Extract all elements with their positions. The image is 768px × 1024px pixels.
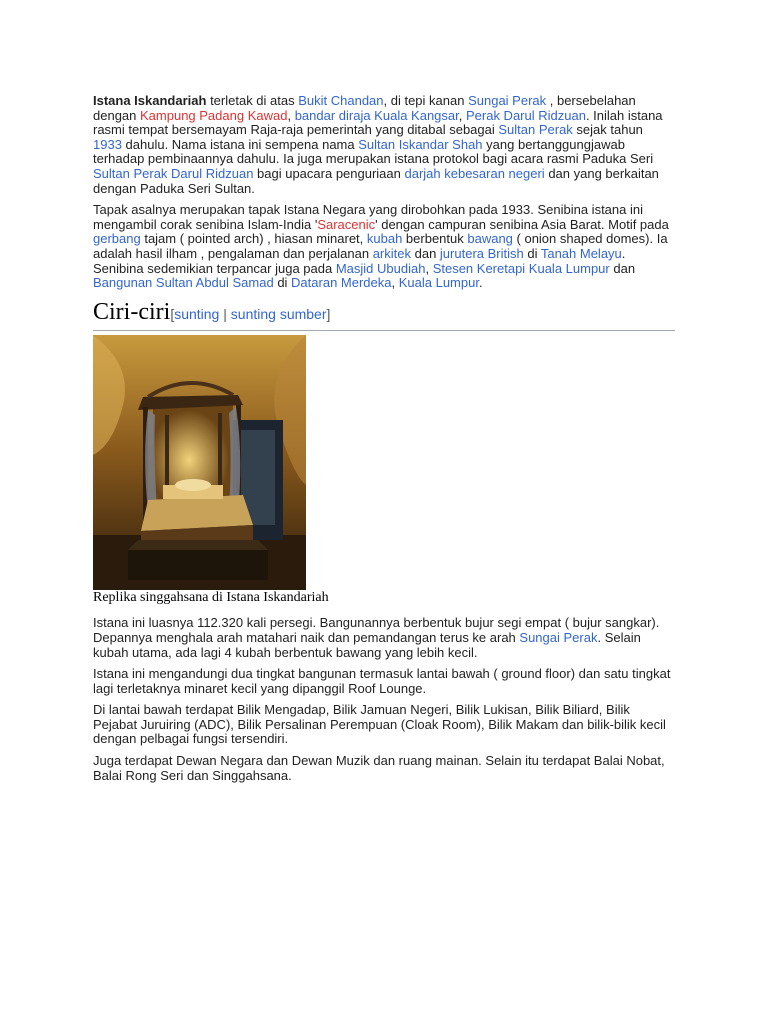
link-dataran-merdeka[interactable]: Dataran Merdeka <box>291 275 392 291</box>
link-gerbang[interactable]: gerbang <box>93 231 141 247</box>
section-title: Ciri-ciri <box>93 298 171 325</box>
link-bandar-diraja[interactable]: bandar diraja Kuala Kangsar <box>294 107 459 123</box>
link-kubah[interactable]: kubah <box>366 231 403 247</box>
link-darjah-kebesaran[interactable]: darjah kebesaran negeri <box>404 165 545 181</box>
link-bangunan-sultan-abdul-samad[interactable]: Bangunan Sultan Abdul Samad <box>93 275 274 291</box>
redlink-kampung-padang-kawad[interactable]: Kampung Padang Kawad <box>140 107 288 123</box>
link-perak-darul-ridzuan[interactable]: Perak Darul Ridzuan <box>465 107 586 123</box>
redlink-saracenic[interactable]: Saracenic <box>317 216 376 232</box>
section-paragraph-3: Di lantai bawah terdapat Bilik Mengadap, Bilik Jamuan Negeri, Bilik Lukisan, Bilik Biliard, Bilik Pejabat Juruiring (ADC), Bilik Persalinan Perempuan (Cloak Room), Bilik Makam dan bilik-bilik kecil dengan pelbagai fungsi tersendiri. <box>93 702 666 747</box>
section-heading <box>93 298 675 331</box>
link-sultan-iskandar-shah[interactable]: Sultan Iskandar Shah <box>358 136 483 152</box>
image-caption: Replika singgahsana di Istana Iskandariah <box>93 589 329 605</box>
edit-link[interactable]: sunting <box>174 305 220 322</box>
link-sultan-perak[interactable]: Sultan Perak <box>498 122 573 138</box>
link-masjid-ubudiah[interactable]: Masjid Ubudiah <box>335 260 426 276</box>
section-paragraph-1: Istana ini luasnya 112.320 kali persegi. Bangunannya berbentuk bujur segi empat ( bujur sangkar). Depannya menghala arah matahari naik dan pemandangan terus ke arah Sungai Perak. Selain kubah utama, ada lagi 4 kubah berbentuk bawang yang lebih kecil. <box>93 615 660 660</box>
section-edit-links: [sunting | sunting sumber] <box>170 305 331 322</box>
link-1933[interactable]: 1933 <box>93 136 122 152</box>
link-jurutera-british[interactable]: jurutera British <box>439 245 524 261</box>
section-paragraph-2: Istana ini mengandungi dua tingkat bangunan termasuk lantai bawah ( ground floor) dan satu tingkat lagi terletaknya minaret kecil yang dipanggil Roof Lounge. <box>93 666 671 696</box>
link-sungai-perak[interactable]: Sungai Perak <box>468 93 547 108</box>
link-bawang[interactable]: bawang <box>467 231 513 247</box>
link-arkitek[interactable]: arkitek <box>372 245 411 261</box>
section-paragraph-4: Juga terdapat Dewan Negara dan Dewan Muzik dan ruang mainan. Selain itu terdapat Balai Nobat, Balai Rong Seri dan Singgahsana. <box>93 753 665 783</box>
intro-paragraph-2: Tapak asalnya merupakan tapak Istana Negara yang dirobohkan pada 1933. Senibina istana ini mengambil corak senibina Islam-India 'Saracenic' dengan campuran senibina Asia Barat. Motif pada gerbang tajam ( pointed arch) , hiasan minaret, kubah berbentuk bawang ( onion shaped domes). Ia adalah hasil ilham , pengalaman dan perjalanan arkitek dan jurutera British di Tanah Melayu. Senibina sedemikian terpancar juga pada Masjid Ubudiah, Stesen Keretapi Kuala Lumpur dan Bangunan Sultan Abdul Samad di Dataran Merdeka, Kuala Lumpur. <box>93 202 669 291</box>
link-bukit-chandan[interactable]: Bukit Chandan <box>298 93 384 108</box>
link-tanah-melayu[interactable]: Tanah Melayu <box>540 245 622 261</box>
throne-replica-photo[interactable] <box>93 335 306 590</box>
article-body <box>93 94 675 790</box>
edit-source-link[interactable]: sunting sumber <box>230 305 327 322</box>
intro-paragraph-1: Istana Iskandariah terletak di atas Bukit Chandan, di tepi kanan Sungai Perak , bersebelahan dengan Kampung Padang Kawad, bandar diraja Kuala Kangsar, Perak Darul Ridzuan. Inilah istana rasmi tempat bersemayam Raja-raja pemerintah yang ditabal sebagai Sultan Perak sejak tahun 1933 dahulu. Nama istana ini sempena nama Sultan Iskandar Shah yang bertanggungjawab terhadap pembinaannya dahulu. Ia juga merupakan istana protokol bagi acara rasmi Paduka Seri Sultan Perak Darul Ridzuan bagi upacara penguriaan darjah kebesaran negeri dan yang berkaitan dengan Paduka Seri Sultan. <box>93 93 663 196</box>
link-sultan-perak-darul-ridzuan[interactable]: Sultan Perak Darul Ridzuan <box>93 165 254 181</box>
link-kuala-lumpur[interactable]: Kuala Lumpur <box>398 275 479 291</box>
link-stesen-keretapi[interactable]: Stesen Keretapi Kuala Lumpur <box>432 260 610 276</box>
link-sungai-perak-2[interactable]: Sungai Perak <box>519 629 598 645</box>
article-subject: Istana Iskandariah <box>93 93 207 108</box>
